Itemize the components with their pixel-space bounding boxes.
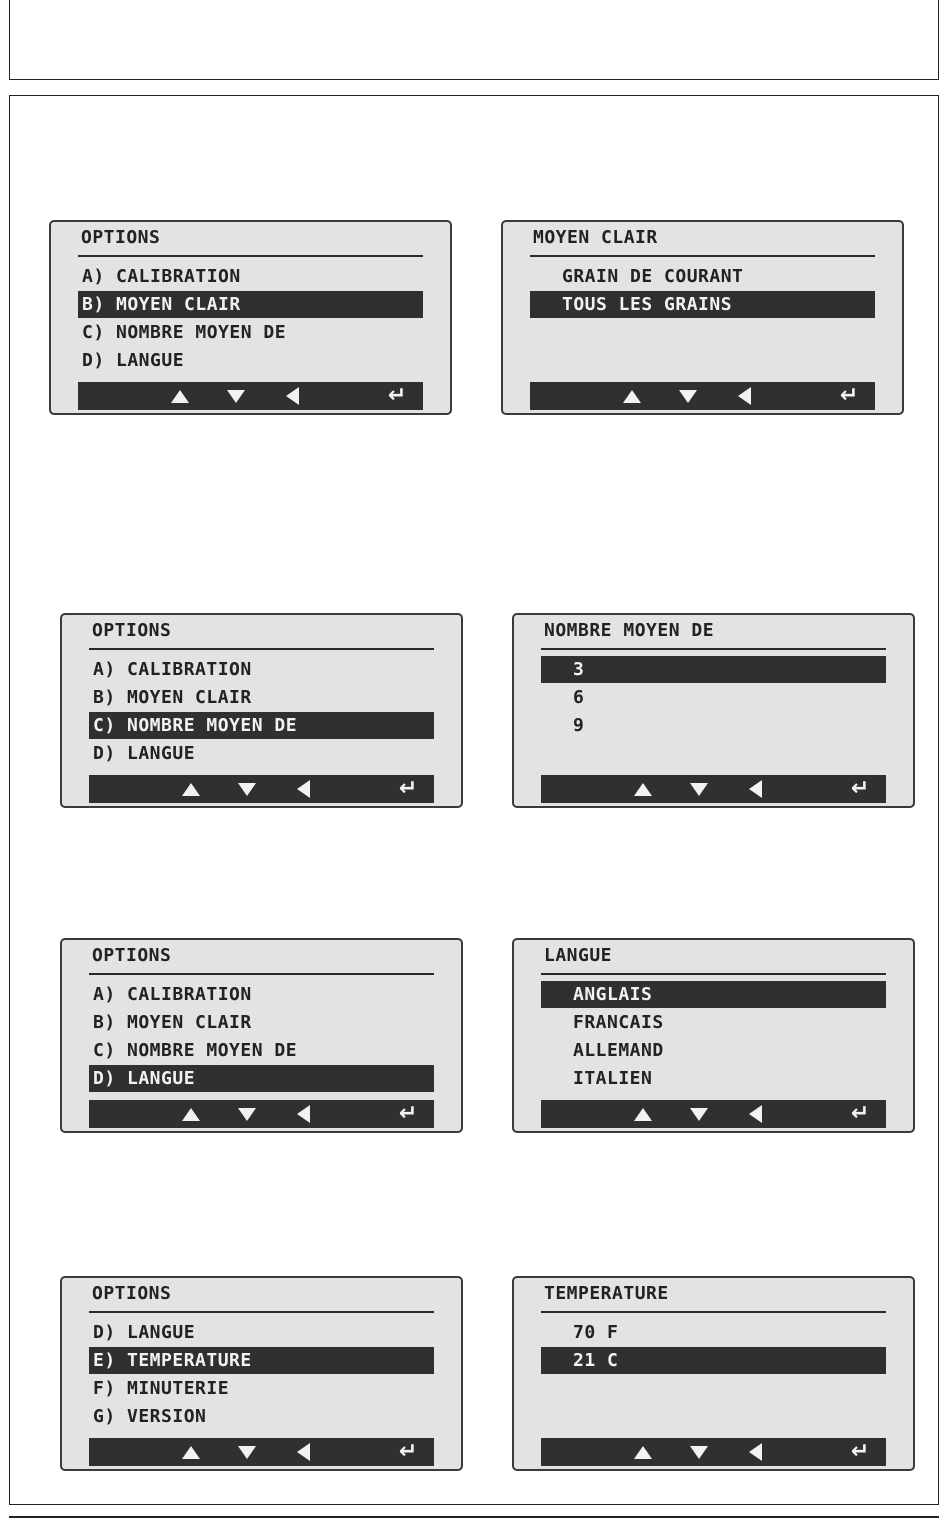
- screen-title: OPTIONS: [81, 227, 161, 248]
- down-arrow-icon: [690, 1446, 708, 1459]
- down-arrow-icon: [690, 1108, 708, 1121]
- lcd-screen: [501, 220, 904, 415]
- lcd-screen: [60, 1276, 463, 1471]
- enter-icon: ↵: [398, 1101, 418, 1126]
- menu-item[interactable]: ITALIEN: [573, 1068, 653, 1089]
- lcd-screen: [49, 220, 452, 415]
- menu-item-selected[interactable]: 21 C: [541, 1347, 886, 1374]
- enter-button[interactable]: [383, 382, 411, 410]
- down-arrow-icon: [238, 783, 256, 796]
- title-divider: [89, 973, 434, 975]
- enter-button[interactable]: [394, 1438, 422, 1466]
- lcd-screen: [60, 938, 463, 1133]
- title-divider: [530, 255, 875, 257]
- menu-item-selected[interactable]: E) TEMPERATURE: [89, 1347, 434, 1374]
- back-arrow-icon: [749, 1443, 762, 1461]
- down-arrow-icon: [227, 390, 245, 403]
- header-frame: [9, 0, 939, 80]
- up-arrow-icon: [182, 783, 200, 796]
- enter-icon: ↵: [398, 1439, 418, 1464]
- nav-button-bar: [89, 1100, 434, 1128]
- nav-button-bar: [530, 382, 875, 410]
- up-arrow-button[interactable]: [177, 1438, 205, 1466]
- back-arrow-icon: [749, 1105, 762, 1123]
- down-arrow-icon: [679, 390, 697, 403]
- menu-item[interactable]: D) LANGUE: [93, 743, 196, 764]
- up-arrow-button[interactable]: [177, 1100, 205, 1128]
- lcd-screen: [512, 1276, 915, 1471]
- enter-button[interactable]: [394, 1100, 422, 1128]
- menu-item[interactable]: A) CALIBRATION: [82, 266, 241, 287]
- menu-item[interactable]: A) CALIBRATION: [93, 984, 252, 1005]
- title-divider: [89, 1311, 434, 1313]
- screen-title: OPTIONS: [92, 1283, 172, 1304]
- enter-icon: ↵: [398, 776, 418, 801]
- screen-title: TEMPERATURE: [544, 1283, 669, 1304]
- back-arrow-button[interactable]: [730, 382, 758, 410]
- menu-item[interactable]: B) MOYEN CLAIR: [93, 687, 252, 708]
- down-arrow-button[interactable]: [685, 1100, 713, 1128]
- up-arrow-button[interactable]: [618, 382, 646, 410]
- menu-item-selected[interactable]: C) NOMBRE MOYEN DE: [89, 712, 434, 739]
- down-arrow-button[interactable]: [685, 1438, 713, 1466]
- back-arrow-button[interactable]: [741, 775, 769, 803]
- down-arrow-button[interactable]: [685, 775, 713, 803]
- menu-item[interactable]: G) VERSION: [93, 1406, 207, 1427]
- screen-title: LANGUE: [544, 945, 613, 966]
- menu-item-selected[interactable]: B) MOYEN CLAIR: [78, 291, 423, 318]
- menu-item[interactable]: A) CALIBRATION: [93, 659, 252, 680]
- up-arrow-button[interactable]: [166, 382, 194, 410]
- menu-item[interactable]: B) MOYEN CLAIR: [93, 1012, 252, 1033]
- screen-title: NOMBRE MOYEN DE: [544, 620, 715, 641]
- up-arrow-button[interactable]: [629, 1100, 657, 1128]
- title-divider: [541, 973, 886, 975]
- lcd-screen: [60, 613, 463, 808]
- down-arrow-button[interactable]: [233, 775, 261, 803]
- menu-item[interactable]: D) LANGUE: [93, 1322, 196, 1343]
- back-arrow-icon: [286, 387, 299, 405]
- up-arrow-button[interactable]: [629, 1438, 657, 1466]
- screen-title: OPTIONS: [92, 620, 172, 641]
- nav-button-bar: [541, 1438, 886, 1466]
- down-arrow-icon: [690, 783, 708, 796]
- back-arrow-button[interactable]: [289, 1100, 317, 1128]
- nav-button-bar: [541, 1100, 886, 1128]
- up-arrow-button[interactable]: [177, 775, 205, 803]
- back-arrow-button[interactable]: [289, 775, 317, 803]
- enter-button[interactable]: [394, 775, 422, 803]
- enter-button[interactable]: [846, 1438, 874, 1466]
- lcd-screen: [512, 613, 915, 808]
- enter-button[interactable]: [835, 382, 863, 410]
- down-arrow-icon: [238, 1446, 256, 1459]
- enter-icon: ↵: [839, 383, 859, 408]
- back-arrow-icon: [297, 1105, 310, 1123]
- menu-item[interactable]: C) NOMBRE MOYEN DE: [93, 1040, 298, 1061]
- title-divider: [78, 255, 423, 257]
- menu-item-selected[interactable]: TOUS LES GRAINS: [530, 291, 875, 318]
- up-arrow-icon: [634, 1108, 652, 1121]
- menu-item[interactable]: 9: [573, 715, 585, 736]
- back-arrow-button[interactable]: [289, 1438, 317, 1466]
- back-arrow-button[interactable]: [278, 382, 306, 410]
- back-arrow-icon: [749, 780, 762, 798]
- enter-icon: ↵: [387, 383, 407, 408]
- up-arrow-icon: [623, 390, 641, 403]
- screen-title: OPTIONS: [92, 945, 172, 966]
- down-arrow-icon: [238, 1108, 256, 1121]
- footer-rule: [9, 1516, 939, 1518]
- nav-button-bar: [89, 775, 434, 803]
- menu-item[interactable]: 70 F: [573, 1322, 619, 1343]
- down-arrow-button[interactable]: [233, 1438, 261, 1466]
- up-arrow-icon: [182, 1446, 200, 1459]
- up-arrow-icon: [171, 390, 189, 403]
- back-arrow-icon: [738, 387, 751, 405]
- enter-icon: ↵: [850, 776, 870, 801]
- menu-item[interactable]: ALLEMAND: [573, 1040, 664, 1061]
- up-arrow-icon: [634, 1446, 652, 1459]
- nav-button-bar: [89, 1438, 434, 1466]
- back-arrow-icon: [297, 1443, 310, 1461]
- title-divider: [89, 648, 434, 650]
- down-arrow-button[interactable]: [222, 382, 250, 410]
- enter-icon: ↵: [850, 1439, 870, 1464]
- menu-item-selected[interactable]: ANGLAIS: [541, 981, 886, 1008]
- down-arrow-button[interactable]: [233, 1100, 261, 1128]
- lcd-screen: [512, 938, 915, 1133]
- menu-item-selected[interactable]: 3: [541, 656, 886, 683]
- title-divider: [541, 1311, 886, 1313]
- nav-button-bar: [78, 382, 423, 410]
- enter-icon: ↵: [850, 1101, 870, 1126]
- menu-item[interactable]: F) MINUTERIE: [93, 1378, 230, 1399]
- enter-button[interactable]: [846, 1100, 874, 1128]
- back-arrow-button[interactable]: [741, 1438, 769, 1466]
- menu-item[interactable]: GRAIN DE COURANT: [562, 266, 744, 287]
- up-arrow-button[interactable]: [629, 775, 657, 803]
- menu-item[interactable]: FRANCAIS: [573, 1012, 664, 1033]
- screen-title: MOYEN CLAIR: [533, 227, 658, 248]
- up-arrow-icon: [182, 1108, 200, 1121]
- menu-item-selected[interactable]: D) LANGUE: [89, 1065, 434, 1092]
- title-divider: [541, 648, 886, 650]
- back-arrow-icon: [297, 780, 310, 798]
- back-arrow-button[interactable]: [741, 1100, 769, 1128]
- menu-item[interactable]: D) LANGUE: [82, 350, 185, 371]
- menu-item[interactable]: C) NOMBRE MOYEN DE: [82, 322, 287, 343]
- nav-button-bar: [541, 775, 886, 803]
- up-arrow-icon: [634, 783, 652, 796]
- down-arrow-button[interactable]: [674, 382, 702, 410]
- enter-button[interactable]: [846, 775, 874, 803]
- menu-item[interactable]: 6: [573, 687, 585, 708]
